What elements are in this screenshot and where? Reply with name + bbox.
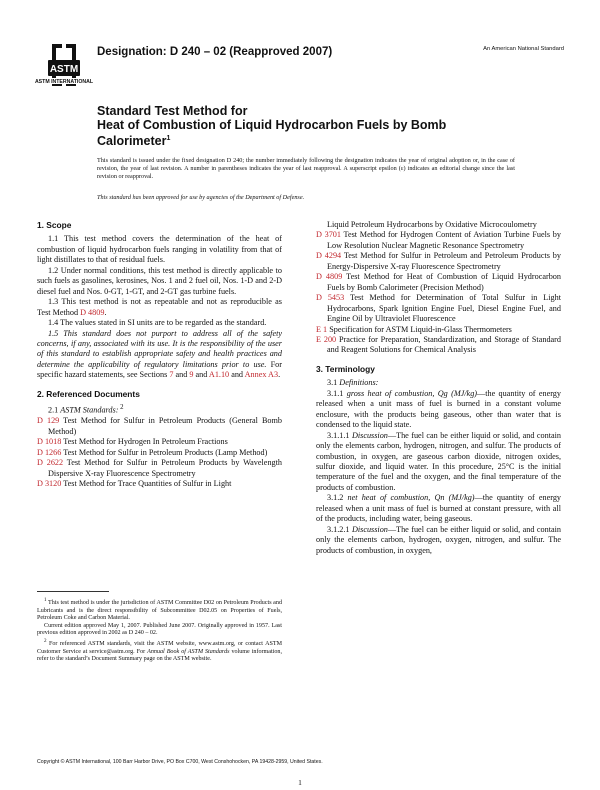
section-heading-terminology: 3. Terminology bbox=[316, 363, 375, 374]
reference-code-link[interactable]: E 1 bbox=[316, 324, 328, 334]
footnotes bbox=[37, 597, 282, 664]
reference-title: Practice for Preparation, Standardization, and Storage of Standard and Reagent Solutions for Chemical Analysis bbox=[327, 334, 561, 355]
footnote-1-edition: Current edition approved May 1, 2007. Published June 2007. Originally approved in 1957. Last previous edition approved in 2002 as D 240 – 02. bbox=[37, 622, 282, 637]
scope-1-3: 1.3 This test method is not as repeatable and not as reproducible as Test Method D 4809. bbox=[37, 297, 282, 317]
document-title bbox=[97, 104, 517, 148]
reference-code-link[interactable]: D 5453 bbox=[316, 293, 345, 303]
astm-logo-icon bbox=[34, 42, 94, 88]
reference-code-link[interactable]: D 1018 bbox=[37, 437, 62, 447]
reference-title: Test Method for Sulfur in Petroleum and Petroleum Products by Energy-Dispersive X-ray Fluorescence Spectrometry bbox=[327, 251, 561, 271]
designation: Designation: D 240 – 02 (Reapproved 2007) bbox=[97, 46, 333, 58]
reference-list-left bbox=[37, 416, 282, 489]
ref-link-section-7[interactable]: 7 bbox=[169, 370, 174, 380]
title-main: Heat of Combustion of Liquid Hydrocarbon Fuels by Bomb Calorimeter bbox=[97, 118, 447, 149]
reference-item bbox=[316, 325, 561, 335]
reference-title: Specification for ASTM Liquid-in-Glass Thermometers bbox=[327, 324, 512, 334]
definition-3-1-1: 3.1.1 gross heat of combustion, Qg (MJ/kg)—the quantity of energy released when a unit mass of fuel is burned in a constant volume enclosure, with the products being gaseous, other than water that is condensed to the liquid state. bbox=[316, 388, 561, 430]
reference-continuation: Liquid Petroleum Hydrocarbons by Oxidative Microcoulometry bbox=[327, 220, 537, 229]
reference-item bbox=[316, 335, 561, 356]
footnote-1: $^1$ This test method is under the jurisdiction of ASTM Committee D02 on Petroleum Products and Lubricants and is the direct responsibility of Subcommittee D02.05 on Properties of Fuels, Petroleum Coke and Carbon Material. bbox=[37, 597, 282, 622]
ref-link-d4809[interactable]: D 4809 bbox=[80, 307, 105, 317]
reference-code-link[interactable]: D 3120 bbox=[37, 479, 62, 489]
reference-item bbox=[316, 251, 561, 272]
issuance-notice: This standard is issued under the fixed designation D 240; the number immediately following the designation indicates the year of original adoption or, in the case of revision, the year of last revision. A number in parentheses indicates the year of last reapproval. A superscript epsilon (ε) indicates an editorial change since the last revision or reapproval. bbox=[97, 157, 515, 181]
page-number: 1 bbox=[298, 778, 302, 787]
reference-item bbox=[37, 458, 282, 479]
reference-item bbox=[316, 272, 561, 293]
scope-1-2: 1.2 Under normal conditions, this test method is directly applicable to such fuels as gasolines, kerosines, Nos. 1 and 2 fuel oil, Nos. 1-D and 2-D diesel fuel and Nos. 0-GT, 1-GT, and 2-GT gas turbine fuels. bbox=[37, 265, 282, 296]
reference-item bbox=[37, 437, 282, 447]
reference-item bbox=[37, 479, 282, 489]
reference-code-link[interactable]: D 3701 bbox=[316, 230, 341, 240]
reference-title: Test Method for Hydrogen Content of Aviation Turbine Fuels by Low Resolution Nuclear Magnetic Resonance Spectrometry bbox=[327, 230, 561, 250]
reference-code-link[interactable]: D 4294 bbox=[316, 251, 342, 261]
title-line-1: Standard Test Method for bbox=[97, 104, 248, 118]
reference-code-link[interactable]: D 129 bbox=[37, 416, 60, 426]
svg-text:ASTM: ASTM bbox=[49, 64, 79, 75]
approval-note: This standard has been approved for use by agencies of the Department of Defense. bbox=[97, 194, 305, 201]
reference-code-link[interactable]: D 2622 bbox=[37, 458, 64, 468]
copyright-line: Copyright © ASTM International, 100 Barr Harbor Drive, PO Box C700, West Conshohocken, PA 19428-2959, United States. bbox=[37, 759, 323, 765]
ref-link-section-9[interactable]: 9 bbox=[189, 370, 194, 380]
footnote-2: $^2$ For referenced ASTM standards, visit the ASTM website, www.astm.org, or contact ASTM Customer Service at service@astm.org. For Annual Book of ASTM Standards volume information, refer to the standard’s Document Summary page on the ASTM website. bbox=[37, 638, 282, 663]
reference-code-link[interactable]: E 200 bbox=[316, 334, 337, 344]
reference-item bbox=[37, 416, 282, 437]
national-standard-label: An American National Standard bbox=[483, 46, 564, 52]
right-column bbox=[316, 220, 561, 556]
ref-link-annex-a3[interactable]: Annex A3 bbox=[244, 370, 279, 380]
reference-item bbox=[37, 448, 282, 458]
reference-title: Test Method for Hydrogen In Petroleum Fractions bbox=[61, 437, 228, 447]
reference-code-link[interactable]: D 4809 bbox=[316, 272, 343, 282]
left-column bbox=[37, 220, 282, 490]
reference-title: Test Method for Sulfur in Petroleum Products (Lamp Method) bbox=[61, 447, 268, 457]
logo-wordmark: ASTM INTERNATIONAL bbox=[34, 79, 94, 85]
reference-list-right bbox=[316, 230, 561, 355]
title-footnote-mark: 1 bbox=[166, 135, 171, 142]
discussion-3-1-1-1: 3.1.1.1 Discussion—The fuel can be either liquid or solid, and contain only the elements carbon, hydrogen, nitrogen, and sulfur. The products of combustion, in oxygen, are gaseous carbon dioxide, nitrogen oxides, sulfur dioxide, and liquid water. In this procedure, 25°C is the initial temperature of the fuel and the oxygen, and the final temperature of the products of combustion. bbox=[316, 430, 561, 492]
scope-1-5: 1.5 This standard does not purport to address all of the safety concerns, if any, associated with its use. It is the responsibility of the user of this standard to establish appropriate safety and health practices and determine the applicability of regulatory limitations prior to use. For specific hazard statements, see Sections 7 and 9 and A1.10 and Annex A3. bbox=[37, 328, 282, 380]
title-line-2 bbox=[97, 118, 517, 148]
reference-title: Test Method for Trace Quantities of Sulfur in Light bbox=[61, 479, 232, 489]
reference-title: Test Method for Determination of Total Sulfur in Light Hydrocarbons, Spark Ignition Engine Fuel, Diesel Engine Fuel, and Engine Oil by Ultraviolet Fluorescence bbox=[327, 293, 561, 324]
scope-1-1: 1.1 This test method covers the determination of the heat of combustion of liquid hydrocarbon fuels ranging in volatility from that of light distillates to that of residual fuels. bbox=[37, 234, 282, 265]
astm-standards-label: 2.1 ASTM Standards: $^2$ bbox=[48, 404, 124, 415]
reference-title: Test Method for Heat of Combustion of Liquid Hydrocarbon Fuels by Bomb Calorimeter (Precision Method) bbox=[327, 272, 561, 292]
section-heading-referenced: 2. Referenced Documents bbox=[37, 388, 140, 399]
scope-1-4: 1.4 The values stated in SI units are to be regarded as the standard. bbox=[48, 318, 267, 328]
reference-title: Test Method for Sulfur in Petroleum Products (General Bomb Method) bbox=[48, 416, 282, 436]
definition-3-1-2: 3.1.2 net heat of combustion, Qn (MJ/kg)—the quantity of energy released when a unit mass of fuel is burned at constant pressure, with all of the products, including water, being gaseous. bbox=[316, 493, 562, 524]
discussion-3-1-2-1: 3.1.2.1 Discussion—The fuel can be either liquid or solid, and contain only the elements carbon, hydrogen, oxygen, nitrogen, and sulfur. The products of combustion, in oxygen, bbox=[316, 524, 561, 555]
section-heading-scope: 1. Scope bbox=[37, 220, 72, 230]
reference-code-link[interactable]: D 1266 bbox=[37, 447, 62, 457]
reference-item bbox=[316, 230, 561, 251]
footnote-divider bbox=[37, 591, 109, 592]
reference-title: Test Method for Sulfur in Petroleum Products by Wavelength Dispersive X-ray Fluorescence Spectrometry bbox=[48, 458, 282, 478]
ref-link-a1-10[interactable]: A1.10 bbox=[208, 370, 230, 380]
definitions-label: 3.1 Definitions: bbox=[327, 378, 379, 388]
reference-item bbox=[316, 293, 561, 324]
